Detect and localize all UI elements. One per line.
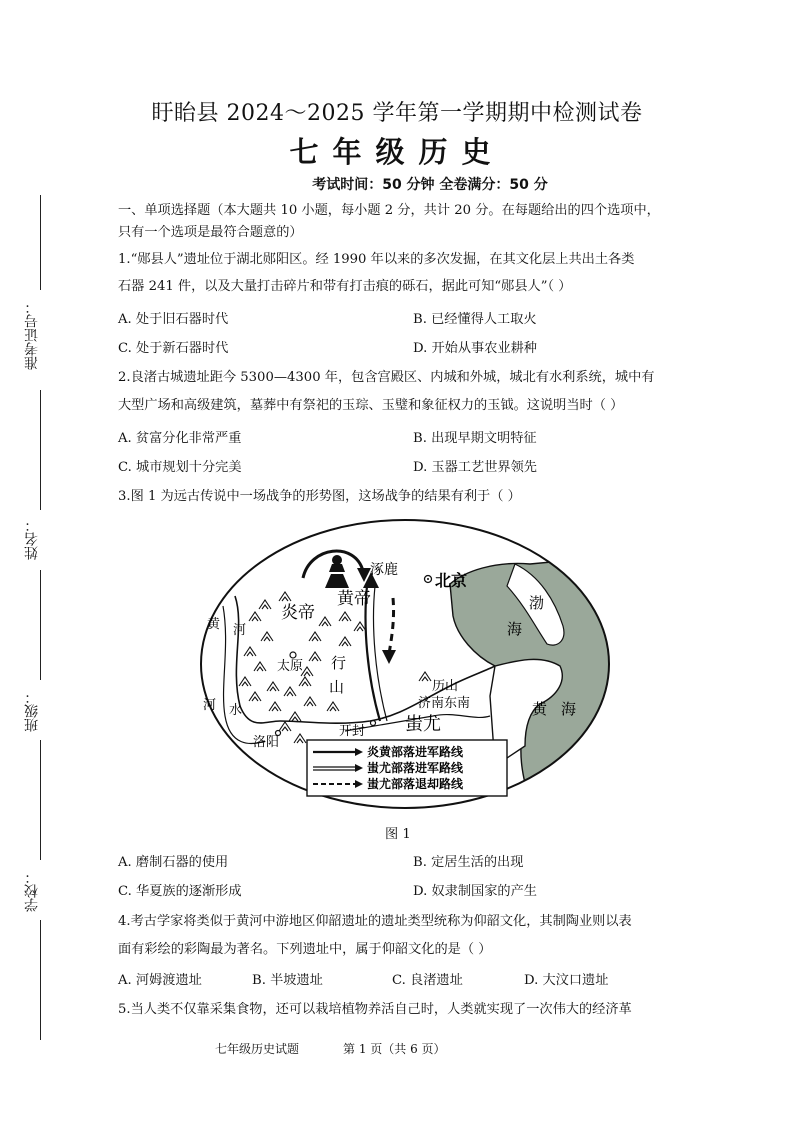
yellow-river-char1: 黄 (207, 617, 221, 632)
jinan-label: 济南东南 (418, 696, 471, 711)
footer-page-number: 第 1 页（共 6 页） (343, 1042, 446, 1056)
q4-option-c: C. 良渚遗址 (392, 973, 463, 988)
section-heading-line1: 一、单项选择题（本大题共 10 小题，每小题 2 分，共计 20 分。在每题给出的四个选项中， (118, 203, 660, 218)
q5-stem-line1: 5.当人类不仅靠采集食物，还可以栽培植物养活自己时，人类就实现了一次伟大的经济革 (118, 1002, 632, 1017)
q3-option-a: A. 磨制石器的使用 (118, 855, 229, 870)
q1-option-a: A. 处于旧石器时代 (118, 312, 229, 327)
q4-option-d: D. 大汶口遗址 (524, 973, 609, 988)
q2-option-a: A. 贫富分化非常严重 (118, 431, 242, 446)
q4-stem-line1: 4.考古学家将类似于黄河中游地区仰韶遗址的遗址类型统称为仰韶文化，其制陶业则以表 (118, 914, 632, 929)
legend-item-yanhuang: 炎黄部落进军路线 (367, 745, 464, 759)
q1-stem-line2: 石器 241 件，以及大量打击碎片和带有打击痕的砾石，据此可知“郧县人”（ ） (118, 279, 572, 294)
battle-map-figure (195, 516, 615, 818)
q1-option-b: B. 已经懂得人工取火 (413, 312, 537, 327)
q2-option-c: C. 城市规划十分完美 (118, 460, 242, 475)
taihang-char1: 行 (331, 654, 347, 672)
footer-subject: 七年级历史试题 (215, 1042, 300, 1056)
q1-stem-line1: 1.“郧县人”遗址位于湖北郧阳区。经 1990 年以来的多次发掘，在其文化层上共出土各类 (118, 252, 635, 267)
school-label: 学校： (24, 870, 40, 912)
q2-stem-line2: 大型广场和高级建筑，墓葬中有祭祀的玉琮、玉璧和象征权力的玉钺。这说明当时（ ） (118, 398, 624, 413)
chiyou-label: 蚩尤 (405, 714, 441, 735)
q3-stem: 3.图 1 为远古传说中一场战争的形势图，这场战争的结果有利于（ ） (118, 489, 521, 504)
zhuolu-label: 涿鹿 (370, 562, 398, 578)
bohai-char1: 渤 (529, 594, 545, 612)
q3-option-c: C. 华夏族的逐渐形成 (118, 884, 242, 899)
taihang-char2: 山 (329, 678, 345, 696)
bohai-char2: 海 (507, 620, 523, 638)
q2-option-d: D. 玉器工艺世界领先 (413, 460, 537, 475)
figure-caption: 图 1 (385, 827, 411, 842)
name-label: 姓名： (24, 518, 40, 560)
taiyuan-label: 太原 (277, 659, 304, 674)
binding-line (40, 195, 41, 290)
beijing-label: 北京 (435, 571, 468, 590)
exam-title: 盱眙县 2024～2025 学年第一学期期中检测试卷 (151, 101, 643, 126)
lishan-label: 历山 (432, 679, 459, 694)
exam-info: 考试时间：50 分钟 全卷满分：50 分 (312, 177, 548, 193)
fen-river-char1: 河 (203, 698, 217, 713)
q2-option-b: B. 出现早期文明特征 (413, 431, 537, 446)
exam-number-label: 准考证号： (24, 300, 40, 370)
kaifeng-label: 开封 (339, 724, 366, 739)
luoyang-label: 洛阳 (253, 735, 280, 750)
binding-line (40, 570, 41, 680)
class-label: 班级： (24, 690, 40, 732)
yandi-label: 炎帝 (281, 603, 315, 623)
huangdi-label: 黄帝 (337, 589, 371, 609)
yellow-river-char2: 河 (233, 623, 247, 638)
q1-option-d: D. 开始从事农业耕种 (413, 341, 537, 356)
subject-title: 七年级历史 (289, 135, 505, 169)
huanghai-char2: 海 (561, 700, 577, 718)
binding-line (40, 390, 41, 510)
q2-stem-line1: 2.良渚古城遗址距今 5300—4300 年，包含宫殿区、内城和外城，城北有水利系统，城中有 (118, 370, 655, 385)
q1-option-c: C. 处于新石器时代 (118, 341, 229, 356)
legend-item-chiyou-retreat: 蚩尤部落退却路线 (367, 777, 464, 791)
fen-river-char2: 水 (229, 703, 243, 718)
legend-item-chiyou-advance: 蚩尤部落进军路线 (367, 761, 464, 775)
q4-option-b: B. 半坡遗址 (252, 973, 323, 988)
binding-line (40, 920, 41, 1040)
section-heading-line2: 只有一个选项是最符合题意的） (118, 225, 303, 240)
q3-option-b: B. 定居生活的出现 (413, 855, 524, 870)
q3-option-d: D. 奴隶制国家的产生 (413, 884, 537, 899)
q4-stem-line2: 面有彩绘的彩陶最为著名。下列遗址中，属于仰韶文化的是（ ） (118, 942, 492, 957)
huanghai-char1: 黄 (532, 700, 548, 718)
binding-line (40, 740, 41, 860)
q4-option-a: A. 河姆渡遗址 (118, 973, 202, 988)
